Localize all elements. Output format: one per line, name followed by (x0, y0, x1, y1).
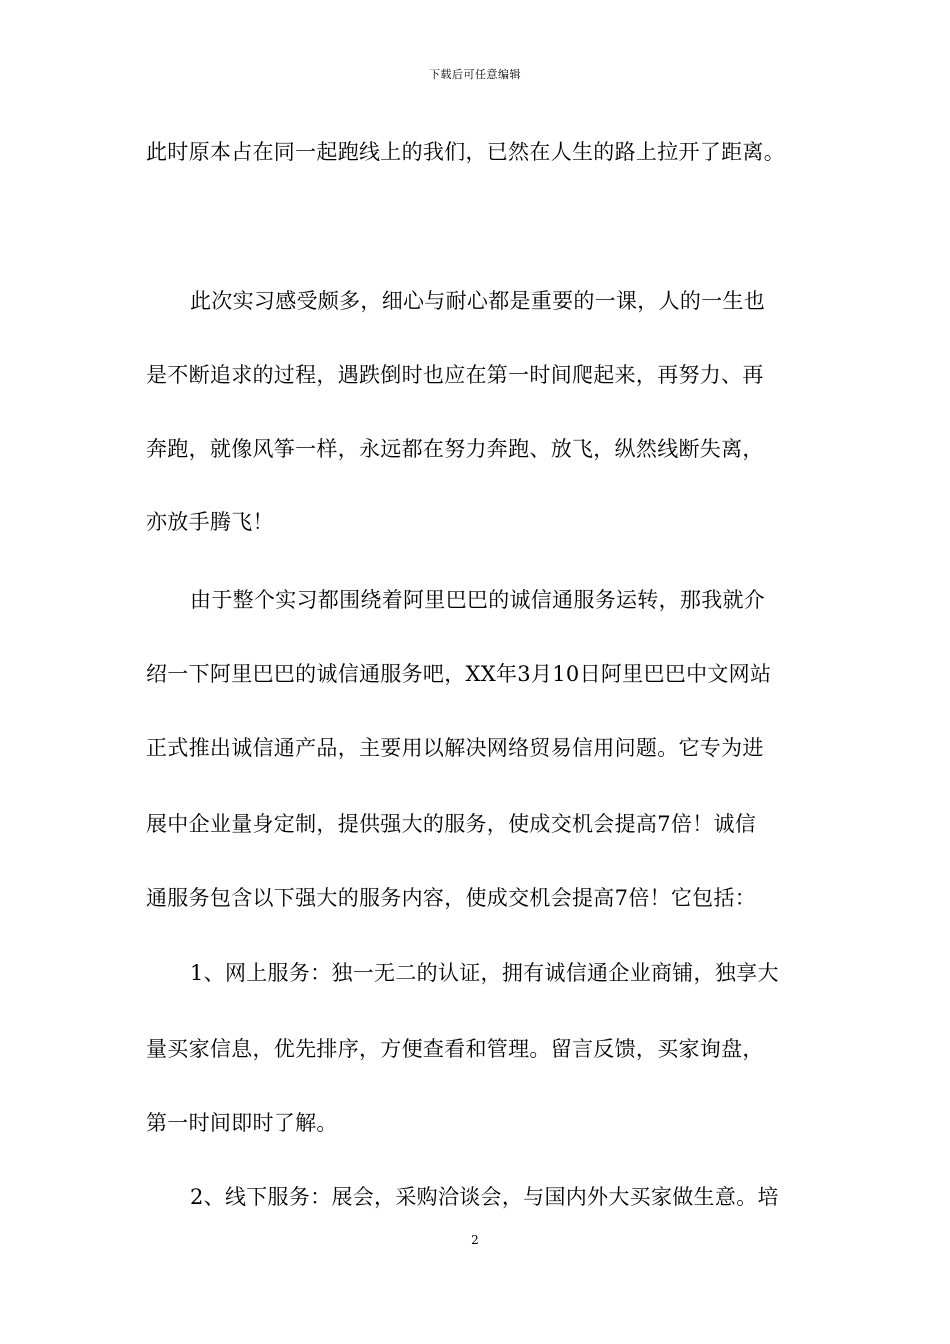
body-line: 是不断追求的过程，遇跌倒时也应在第一时间爬起来，再努力、再 (146, 363, 764, 387)
body-line: 亦放手腾飞！ (146, 510, 274, 534)
body-line: 第一时间即时了解。 (146, 1111, 338, 1135)
body-line: 此时原本占在同一起跑线上的我们，已然在人生的路上拉开了距离。 (146, 140, 785, 164)
body-line: 正式推出诚信通产品，主要用以解决网络贸易信用问题。它专为进 (146, 736, 764, 760)
body-line: 量买家信息，优先排序，方便查看和管理。留言反馈，买家询盘， (146, 1037, 764, 1061)
body-line: 2、线下服务：展会，采购洽谈会，与国内外大买家做生意。培 (190, 1185, 779, 1209)
body-line: 绍一下阿里巴巴的诚信通服务吧，XX年3月10日阿里巴巴中文网站 (146, 662, 772, 686)
body-line: 奔跑，就像风筝一样，永远都在努力奔跑、放飞，纵然线断失离， (146, 437, 764, 461)
body-line: 通服务包含以下强大的服务内容，使成交机会提高7倍！它包括： (146, 886, 757, 910)
body-line: 展中企业量身定制，提供强大的服务，使成交机会提高7倍！诚信 (146, 812, 757, 836)
body-line: 此次实习感受颇多，细心与耐心都是重要的一课，人的一生也 (190, 289, 766, 313)
body-line: 1、网上服务：独一无二的认证，拥有诚信通企业商铺，独享大 (190, 961, 779, 985)
body-line: 由于整个实习都围绕着阿里巴巴的诚信通服务运转，那我就介 (190, 588, 766, 612)
page-number: 2 (471, 1233, 479, 1247)
page-header: 下载后可任意编辑 (429, 68, 521, 81)
